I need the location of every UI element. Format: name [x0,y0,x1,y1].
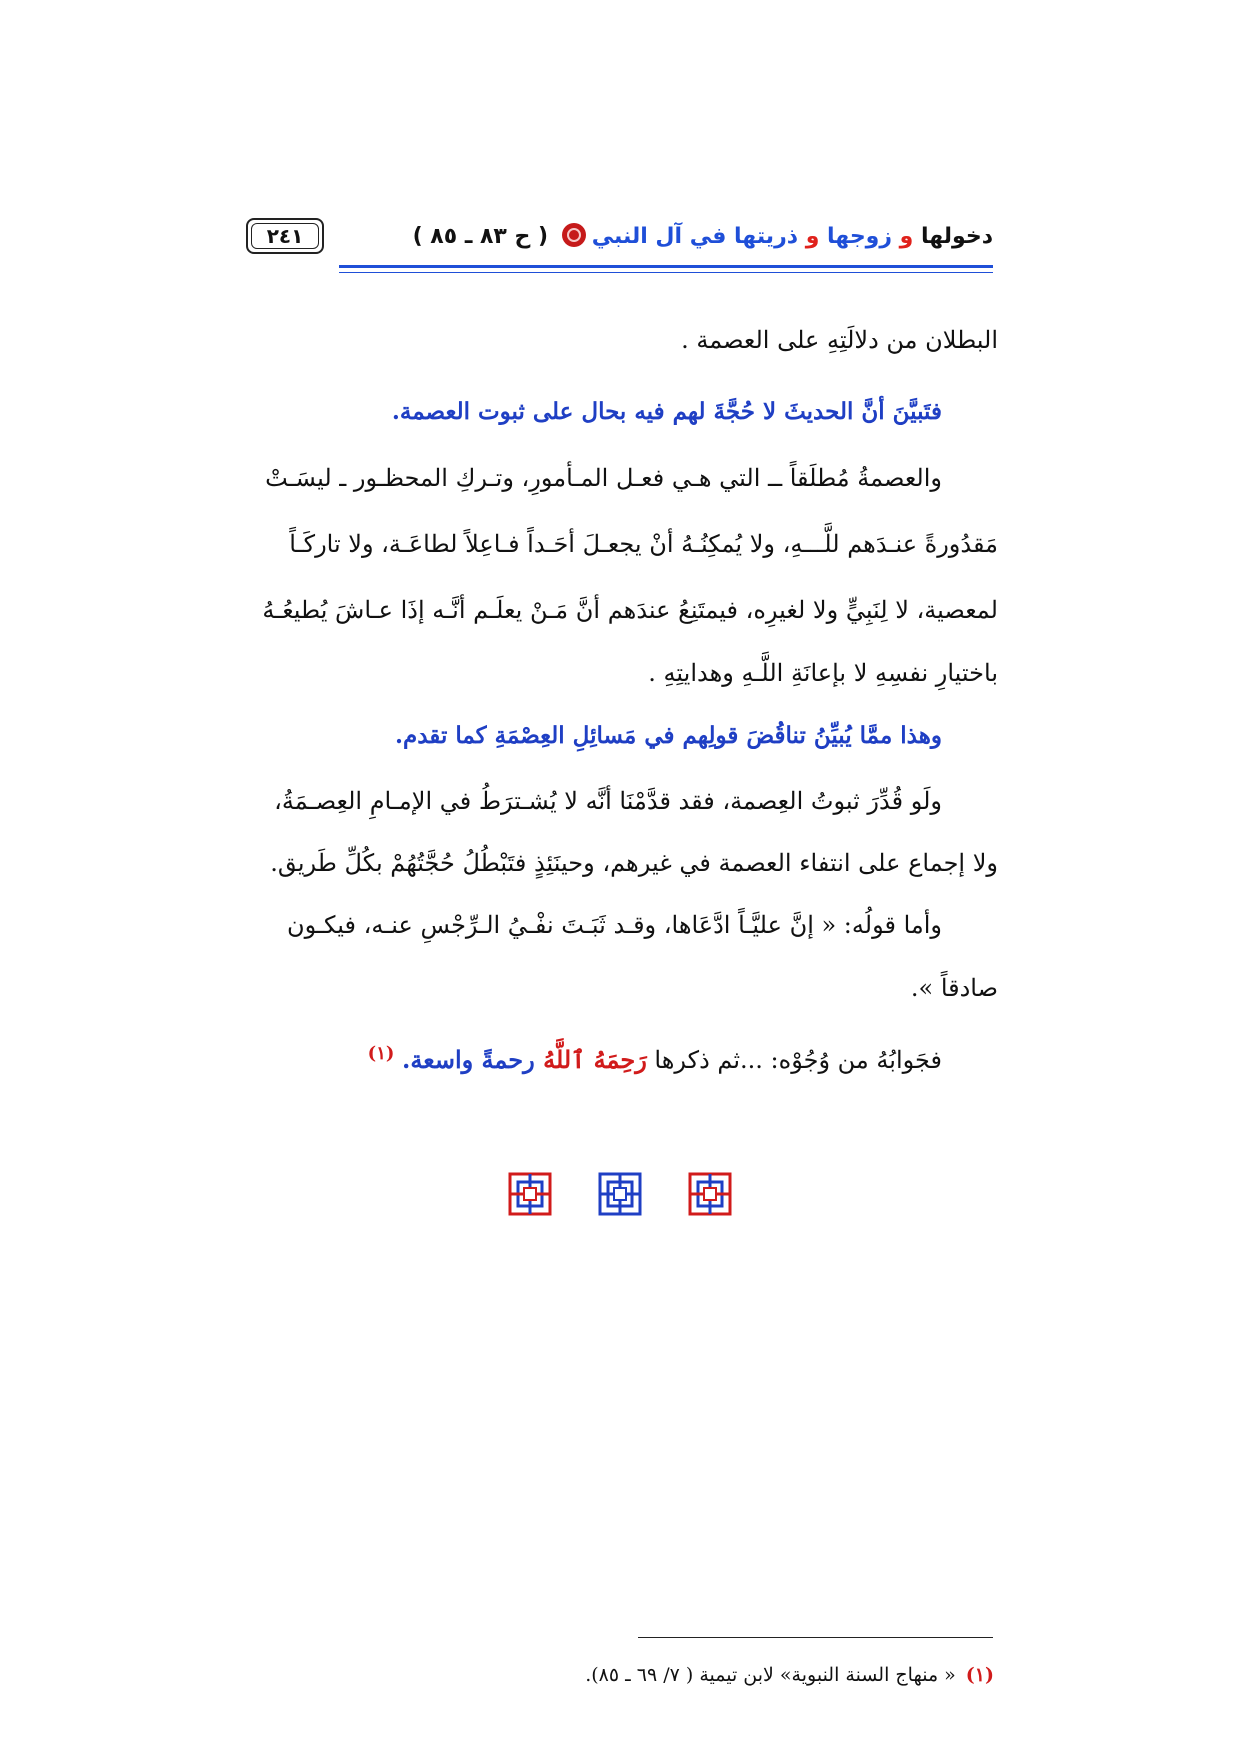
title-connector-1: و [892,224,922,249]
section-divider-ornament [0,1170,1240,1222]
title-part-1: دخولها [921,224,993,249]
scholar-invocation: رَحِمَهُ ٱللَّهُ [543,1045,647,1074]
text-line-9: ولا إجماع على انتفاء العصمة في غيرهم، وحينَئِذٍ فتَبْطُلُ حُجَّتُهُمْ بكُلِّ طَريق. [270,849,998,877]
text-line-7-highlight: وهذا ممَّا يُبيِّنُ تناقُضَ قولِهم في مَسائِلِ العِصْمَةِ كما تقدم. [394,722,942,749]
footnote [585,1660,994,1690]
text-line-3: والعصمةُ مُطلَقاً ــ التي هـي فعـل المـأمورِ، وتـركِ المحظـور ـ ليسَـتْ [265,464,942,492]
text-line-5: لمعصية، لا لِنَبِيٍّ ولا لغيرِه، فيمتَنِعُ عندَهم أنَّ مَـنْ يعلَـم أنَّـه إذَا عـاشَ يُطيعُـهُ [262,596,998,624]
text-line-8: ولَو قُدِّرَ ثبوتُ العِصمة، فقد قدَّمْنَا أنَّه لا يُشـترَطُ في الإمـامِ العِصـمَةُ، [274,787,942,815]
text-line-1: البطلان من دلالَتِهِ على العصمة . [681,326,998,354]
text-line-11: صادقاً ». [910,974,998,1002]
text-line-2-highlight: فتَبيَّنَ أنَّ الحديثَ لا حُجَّةَ لهم فيه بحال على ثبوت العصمة. [391,398,942,425]
header-rule-thin [339,272,993,273]
title-part-2: زوجها [827,224,893,249]
page-number: ٢٤١ [246,218,324,254]
knot-ornament-icon [490,1170,750,1218]
footnote-separator [638,1637,993,1638]
salutation-seal-icon [562,223,586,247]
page-header [246,210,993,290]
title-reference: ( ح ٨٣ ـ ٨٥ ) [412,224,556,249]
text-line-12 [190,1034,998,1080]
header-rule-thick [339,265,993,268]
running-title [413,224,993,249]
text-line-12-end: رحمةً واسعة. [402,1045,544,1074]
text-line-4: مَقدُورةً عنـدَهم للَّـــهِ، ولا يُمكِنُـهُ أنْ يجعـلَ أحَـداً فـاعِلاً لطاعَـة، ولا تاركَـاً [289,530,998,558]
footnote-reference: (١) [367,1043,395,1064]
text-line-10: وأما قولُه: « إنَّ عليَّـاً ادَّعَاها، وقـد ثَبَـتَ نفْـيُ الـرِّجْسِ عنـه، فيكـون [287,911,942,939]
title-connector-2: و [798,224,828,249]
text-line-12-start: فجَوابُهُ من وُجُوْه: ...ثم ذكرها [646,1046,942,1074]
text-line-6: باختيارِ نفسِهِ لا بإعانَةِ اللَّـهِ وهدايتِهِ . [648,659,998,687]
footnote-text: « منهاج السنة النبوية» لابن تيمية ( ٧/ ٦٩ ـ ٨٥). [585,1664,956,1686]
title-part-3: ذريتها في آل النبي [591,224,799,249]
footnote-number: (١) [965,1664,994,1686]
